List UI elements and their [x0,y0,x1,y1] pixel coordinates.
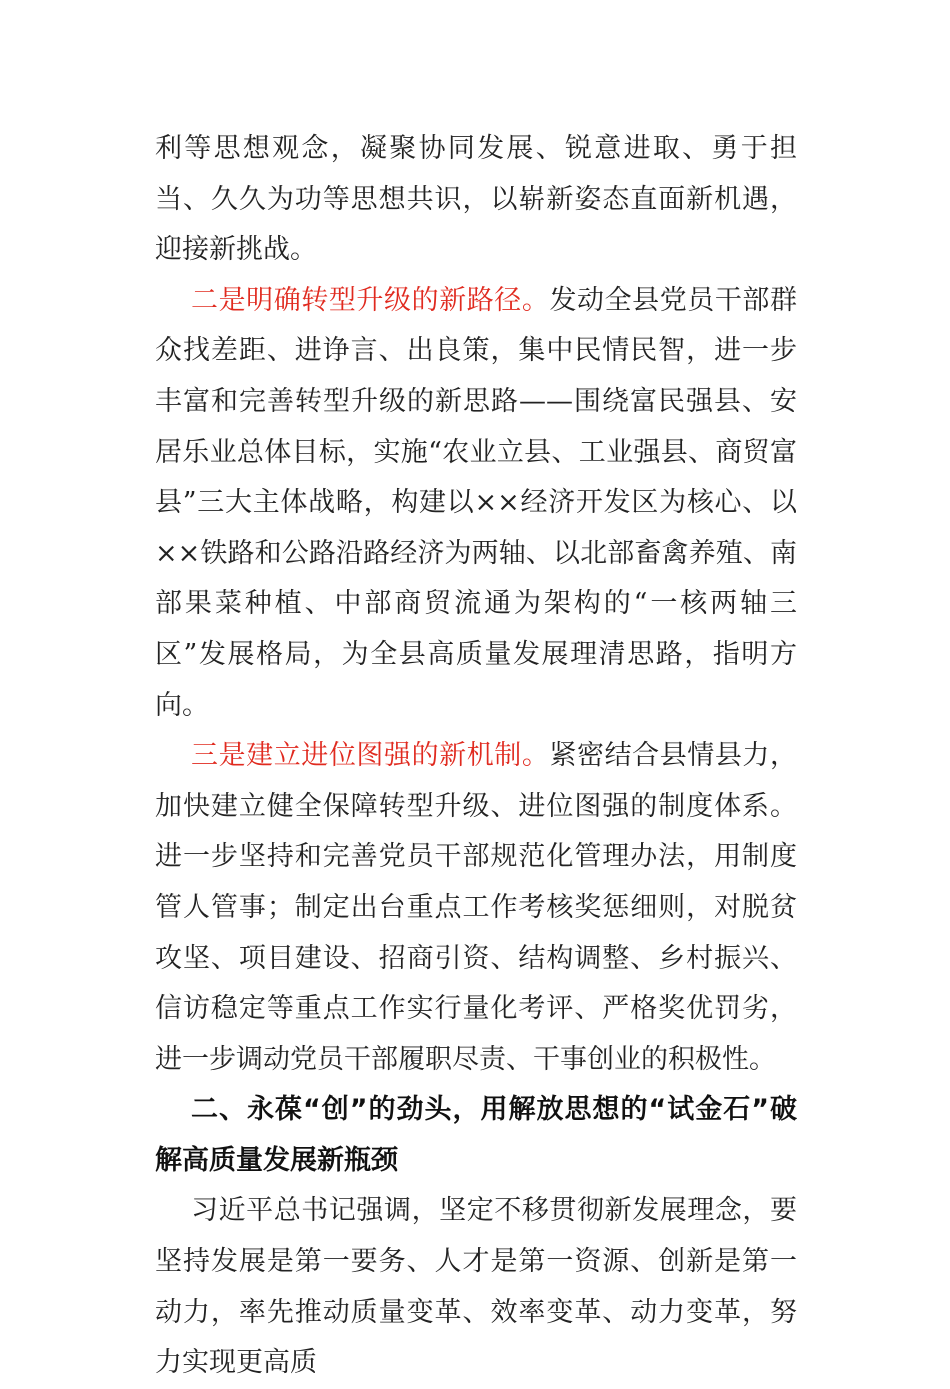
paragraph-lead-red: 三是建立进位图强的新机制。 [191,740,550,772]
paragraph-new-path [155,276,797,731]
paragraph-final: 习近平总书记强调，坚定不移贯彻新发展理念，要坚持发展是第一要务、人才是第一资源、创新是第一动力，率先推动质量变革、效率变革、动力变革，努力实现更高质 [155,1195,797,1379]
paragraph-text: 发动全县党员干部群众找差距、进诤言、出良策，集中民情民智，进一步丰富和完善转型升级的新思路——围绕富民强县、安居乐业总体目标，实施“农业立县、工业强县、商贸富县”三大主体战略，构建以××经济开发区为核心、以××铁路和公路沿路经济为两轴、以北部畜禽养殖、南部果菜种植、中部商贸流通为架构的“一核两轴三区”发展格局，为全县高质量发展理清思路，指明方向。 [155,284,798,721]
paragraph-lead-red: 二是明确转型升级的新路径。 [191,284,550,316]
paragraph-text: 紧密结合县情县力，加快建立健全保障转型升级、进位图强的制度体系。进一步坚持和完善党员干部规范化管理办法，用制度管人管事；制定出台重点工作考核奖惩细则，对脱贫攻坚、项目建设、招商引资、结构调整、乡村振兴、信访稳定等重点工作实行量化考评、严格奖优罚劣，进一步调动党员干部履职尽责、干事创业的积极性。 [155,740,798,1075]
section-heading: 二、永葆“创”的劲头，用解放思想的“试金石”破解高质量发展新瓶颈 [155,1094,797,1176]
document-page [155,124,797,1389]
paragraph-text: 利等思想观念，凝聚协同发展、锐意进取、勇于担当、久久为功等思想共识，以崭新姿态直面新机遇，迎接新挑战。 [155,133,797,266]
paragraph-new-mechanism [155,731,797,1085]
paragraph-continuation [155,124,797,276]
